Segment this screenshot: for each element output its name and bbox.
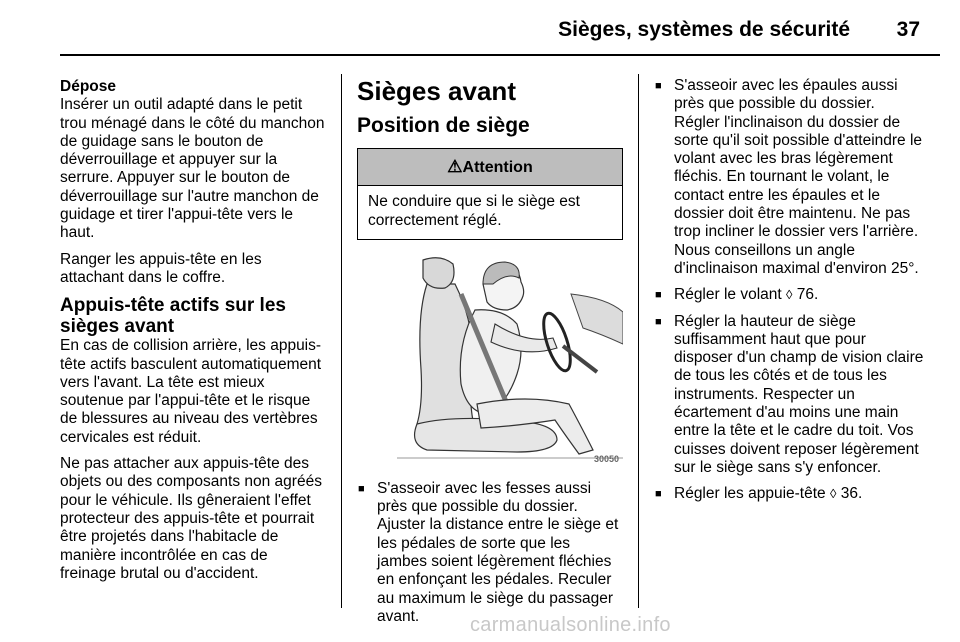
storage-paragraph: Ranger les appuis-tête en les attachant dans le coffre. [60, 250, 262, 286]
page-title: Sièges, systèmes de sécurité [558, 18, 850, 41]
section-title: Sièges avant [357, 76, 516, 106]
active-headrest-paragraph: En cas de collision arrière, les appuis-tête actifs basculent automatiquement vers l'avant. La tête est mieux soutenue par l'appui-tête et le risque de blessures au niveau des vertèbres cervicales est réduit. [60, 337, 322, 446]
warning-box [357, 148, 623, 240]
right-column [654, 77, 924, 512]
active-headrest-heading: Appuis-tête actifs sur les sièges avant [60, 295, 286, 338]
warning-triangle-icon: ⚠ [447, 157, 463, 176]
bullet-item [357, 480, 623, 626]
page-reference[interactable]: 76. [796, 286, 819, 304]
depose-paragraph: Insérer un outil adapté dans le petit trou ménagé dans le côté du manchon de guidage sans le bouton de déverrouillage et appuyer sur la serrure. Appuyer sur le bouton de déverrouillage sur l'autre manchon de guidage et tirer l'appui-tête vers le haut. [60, 96, 325, 242]
bullet-square-icon: ■ [655, 80, 662, 92]
figure-number: 30050 [593, 453, 619, 464]
no-attach-paragraph: Ne pas attacher aux appuis-tête des objets ou des composants non agréés pour le véhicule. Ils gêneraient l'effet protecteur des appuis-tête et pourrait être projetés dans l'habitacle de manière incontrôlée en cas de freinage brutal ou d'accident. [60, 455, 322, 582]
bullet-text: Régler le volant [674, 286, 782, 304]
bullet-item [654, 313, 924, 478]
bullet-square-icon: ■ [358, 482, 365, 495]
bullet-text: S'asseoir avec les épaules aussi près que possible du dossier. Régler l'inclinaison du dossier de sorte qu'il soit possible d'atteindre le volant avec les bras légèrement fléchis. En tournant le volant, le contact entre les épaules et le dossier doit être maintenu. Ne pas trop incliner le dossier vers l'arrière. Nous conseillons un angle d'inclinaison maximal d'environ 25°. [674, 77, 923, 277]
page-reference-icon: ◊ [829, 486, 837, 502]
page-reference-icon: ◊ [786, 287, 793, 303]
page-number: 37 [896, 18, 920, 41]
bullet-square-icon: ■ [655, 488, 662, 501]
subsection-title: Position de siège [357, 114, 530, 137]
page-reference[interactable]: 36. [840, 485, 863, 503]
bullet-item [654, 286, 924, 304]
header-rule [60, 54, 940, 56]
bullet-text: S'asseoir avec les fesses aussi près que possible du dossier. Ajuster la distance entre le siège et les pédales de sorte que les jambes soient légèrement fléchies en enfonçant les pédales. Reculer au maximum le siège du passager avant. [377, 479, 619, 625]
middle-column [357, 76, 623, 634]
seat-position-illustration [357, 254, 623, 466]
warning-header [358, 149, 622, 186]
warning-label: Attention [462, 159, 533, 176]
left-column [60, 78, 326, 591]
bullet-item [654, 485, 924, 503]
bullet-text: Régler la hauteur de siège suffisamment haut que pour disposer d'un champ de vision claire de tous les côtés et de tous les instruments. Respecter un écartement d'au moins une main entre la tête et le cadre du toit. Vos cuisses doivent reposer légèrement sur le siège sans s'y enfoncer. [674, 312, 924, 476]
warning-text: Ne conduire que si le siège est correctement réglé. [368, 193, 580, 229]
depose-heading: Dépose [60, 78, 116, 95]
column-divider-right [638, 74, 639, 608]
column-divider-left [341, 74, 342, 608]
watermark: carmanualsonline.info [470, 614, 671, 636]
bullet-square-icon: ■ [655, 289, 662, 302]
bullet-item [654, 77, 924, 278]
bullet-text: Régler les appuie-tête [674, 485, 826, 503]
bullet-square-icon: ■ [655, 315, 662, 328]
